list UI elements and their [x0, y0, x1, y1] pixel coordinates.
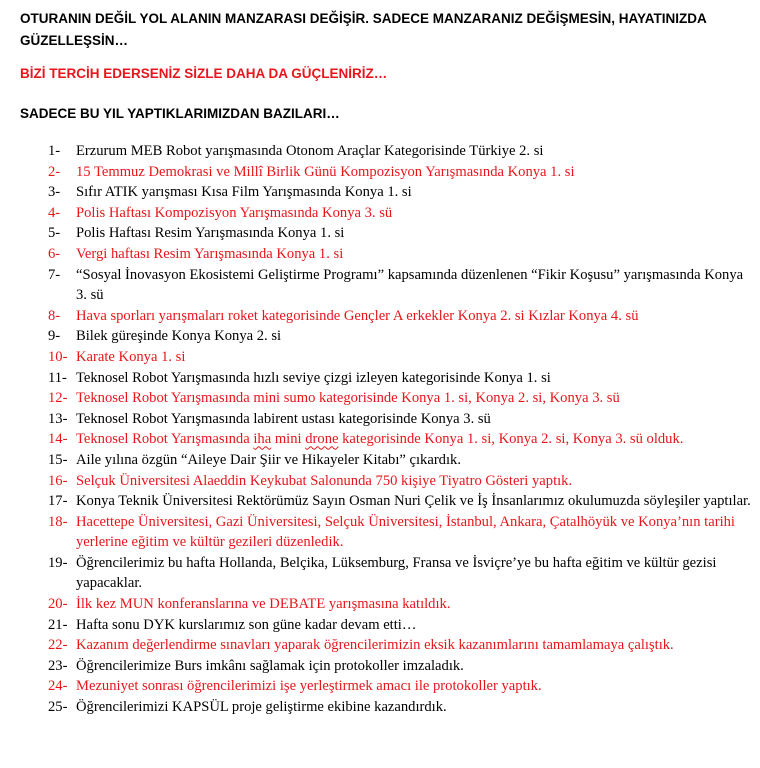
- list-item: 18- Hacettepe Üniversitesi, Gazi Üniversitesi, Selçuk Üniversitesi, İstanbul, Ankara, Çatalhöyük ve Konya’nın tarihi yerlerine eğitim ve kültür gezileri düzenledik.: [48, 513, 735, 551]
- motto-heading: OTURANIN DEĞİL YOL ALANIN MANZARASI DEĞİŞİR. SADECE MANZARANIZ DEĞİŞMESİN, HAYATINIZDA GÜZELLEŞSİN…: [20, 11, 707, 48]
- list-item: 22- Kazanım değerlendirme sınavları yaparak öğrencilerimizin eksik kazanımlarını tamamlamaya çalıştık.: [48, 637, 674, 654]
- list-item: 8- Hava sporları yarışmaları roket kategorisinde Gençler A erkekler Konya 2. si Kızlar Konya 4. sü: [48, 307, 639, 324]
- list-item: 13- Teknosel Robot Yarışmasında labirent ustası kategorisinde Konya 3. sü: [48, 410, 491, 427]
- list-item: 15- Aile yılına özgün “Aileye Dair Şiir ve Hikayeler Kitabı” çıkardık.: [48, 451, 461, 468]
- list-item: 1- Erzurum MEB Robot yarışmasında Otonom Araçlar Kategorisinde Türkiye 2. si: [48, 143, 544, 159]
- list-item: 21- Hafta sonu DYK kurslarımız son güne kadar devam etti…: [48, 616, 417, 633]
- list-item: 5- Polis Haftası Resim Yarışmasında Konya 1. si: [48, 225, 345, 242]
- list-item: 25- Öğrencilerimizi KAPSÜL proje geliştirme ekibine kazandırdık.: [48, 699, 447, 716]
- list-item: 24- Mezuniyet sonrası öğrencilerimizi işe yerleştirmek amacı ile protokoller yaptık.: [48, 678, 542, 695]
- achievements-heading: SADECE BU YIL YAPTIKLARIMIZDAN BAZILARI…: [20, 106, 340, 121]
- list-item: 11- Teknosel Robot Yarışmasında hızlı seviye çizgi izleyen kategorisinde Konya 1. si: [48, 369, 551, 386]
- list-item: 16- Selçuk Üniversitesi Alaeddin Keykubat Salonunda 750 kişiye Tiyatro Gösteri yaptık.: [48, 472, 573, 489]
- spellcheck-word: drone: [305, 431, 339, 448]
- spellcheck-word: iha: [253, 431, 272, 448]
- list-item: 7- “Sosyal İnovasyon Ekosistemi Geliştirme Programı” kapsamında düzenlenen “Fikir Koşusu” yarışmasında Konya 3. sü: [48, 266, 744, 304]
- list-item: 9- Bilek güreşinde Konya Konya 2. si: [48, 328, 282, 345]
- list-item: 2- 15 Temmuz Demokrasi ve Millî Birlik Günü Kompozisyon Yarışmasında Konya 1. si: [48, 163, 575, 180]
- list-item: 23- Öğrencilerimize Burs imkânı sağlamak için protokoller imzaladık.: [48, 657, 464, 674]
- preference-heading: BİZİ TERCİH EDERSENİZ SİZLE DAHA DA GÜÇLENİRİZ…: [20, 66, 388, 81]
- list-item: 3- Sıfır ATIK yarışması Kısa Film Yarışmasında Konya 1. si: [48, 184, 412, 201]
- list-item: 19- Öğrencilerimiz bu hafta Hollanda, Belçika, Lüksemburg, Fransa ve İsviçre’ye bu hafta eğitim ve kültür gezisi yapacaklar.: [48, 554, 717, 592]
- list-item: 17- Konya Teknik Üniversitesi Rektörümüz Sayın Osman Nuri Çelik ve İş İnsanlarımız okulumuzda söyleşiler yaptılar.: [48, 493, 751, 510]
- list-item: 12- Teknosel Robot Yarışmasında mini sumo kategorisinde Konya 1. si, Konya 2. si, Konya 3. sü: [48, 390, 620, 407]
- achievements-list: [0, 141, 760, 718]
- list-item: 20- İlk kez MUN konferanslarına ve DEBATE yarışmasına katıldık.: [48, 596, 451, 613]
- list-item: 14- Teknosel Robot Yarışmasında iha mini drone kategorisinde Konya 1. si, Konya 2. si, Konya 3. sü olduk.: [48, 431, 684, 448]
- list-item: 10- Karate Konya 1. si: [48, 348, 186, 365]
- list-item: 4- Polis Haftası Kompozisyon Yarışmasında Konya 3. sü: [48, 204, 393, 221]
- list-item: 6- Vergi haftası Resim Yarışmasında Konya 1. si: [48, 245, 344, 262]
